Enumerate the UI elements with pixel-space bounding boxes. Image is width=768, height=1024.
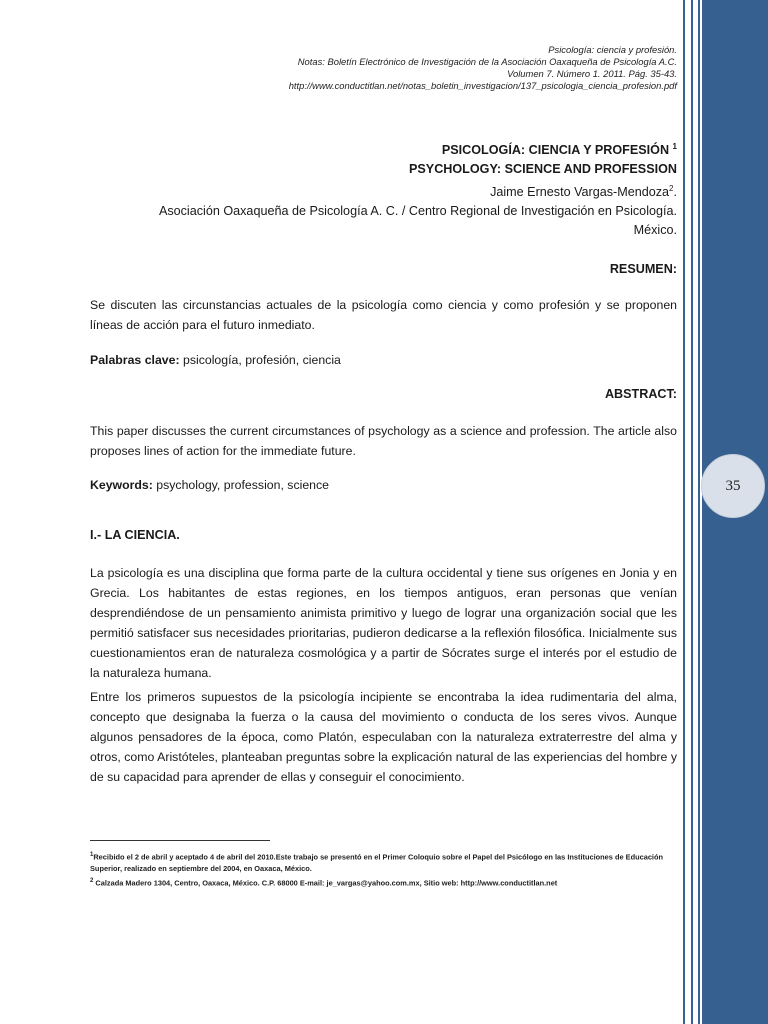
keywords [90, 475, 677, 495]
journal-header [90, 44, 677, 92]
palabras-clave-values: psicología, profesión, ciencia [182, 353, 341, 367]
title-spanish: PSICOLOGÍA: CIENCIA Y PROFESIÓN $^1$ [441, 142, 677, 158]
country: México. [633, 223, 677, 238]
footnote-1: $^1$Recibido el 2 de abril y aceptado 4 de abril del 2010.Este trabajo se presentó en el Primer Coloquio sobre el Papel del Psicólogo en las Instituciones de Educación Superior, realizado en septiembre del 2004, en Oaxaca, México. [90, 852, 664, 874]
abstract-heading: ABSTRACT: [604, 387, 677, 401]
footnote-2: $^2$ Calzada Madero 1304, Centro, Oaxaca, México. C.P. 68000 E-mail: je_vargas@yahoo.com.mx, Sitio web: http://www.conductitlan.net [90, 878, 558, 888]
keywords-label: Keywords: [90, 478, 153, 492]
palabras-clave [90, 350, 677, 370]
header-line-3: Volumen 7. Número 1. 2011. Pág. 35-43. [507, 68, 677, 79]
title-footnote-mark: 1 [672, 142, 677, 151]
resumen-text: Se discuten las circunstancias actuales de la psicología como ciencia y como profesión y se proponen líneas de acción para el futuro inmediato. [90, 298, 677, 332]
author-footnote-mark: 2 [669, 184, 674, 194]
decorative-lines [683, 0, 701, 1024]
body-paragraph-1: La psicología es una disciplina que forma parte de la cultura occidental y tiene sus orígenes en Jonia y en Grecia. Los habitantes de estas regiones, en los tiempos antiguos, eran personas que venían desprendiéndose de un pensamiento animista primitivo y luego de lograr una organización social que les permitió satisfacer sus necesidades prioritarias, pudieron dedicarse a la reflexión filosófica. Inicialmente sus cuestionamientos eran de naturaleza cosmológica y a partir de Sócrates surge el interés por el estudio de la naturaleza humana. [90, 566, 677, 680]
header-url: http://www.conductitlan.net/notas_boletin_investigacion/137_psicologia_ciencia_profesion.pdf [288, 80, 677, 91]
body-paragraph-2: Entre los primeros supuestos de la psicología incipiente se encontraba la idea rudimentaria del alma, concepto que designaba la fuerza o la causa del movimiento o conducta de los seres vivos. Aunque algunos pensadores de la época, como Platón, especulaban con la naturaleza extraterrestre del alma y otros, como Aristóteles, planteaban preguntas sobre la explicación natural de las experiencias del hombre y de su capacidad para aprender de ellas y conseguir el conocimiento. [90, 690, 677, 784]
header-line-2: Notas: Boletín Electrónico de Investigación de la Asociación Oaxaqueña de Psicología A.C. [297, 56, 677, 67]
keywords-values: psychology, profession, science [156, 478, 329, 492]
title-english: PSYCHOLOGY: SCIENCE AND PROFESSION [409, 162, 677, 177]
footnote-rule [90, 840, 270, 841]
page-number: 35 [701, 454, 765, 518]
resumen-heading: RESUMEN: [609, 262, 677, 276]
abstract-text: This paper discusses the current circumstances of psychology as a science and profession. The article also proposes lines of action for the immediate future. [90, 424, 677, 458]
header-line-1: Psicología: ciencia y profesión. [548, 44, 677, 55]
author: Jaime Ernesto Vargas-Mendoza$^2$. [490, 184, 677, 200]
section-heading: I.- LA CIENCIA. [90, 528, 180, 542]
palabras-clave-label: Palabras clave: [90, 353, 180, 367]
footnotes [90, 849, 677, 890]
affiliation: Asociación Oaxaqueña de Psicología A. C. / Centro Regional de Investigación en Psicología. [158, 204, 677, 219]
title-block [90, 137, 677, 240]
